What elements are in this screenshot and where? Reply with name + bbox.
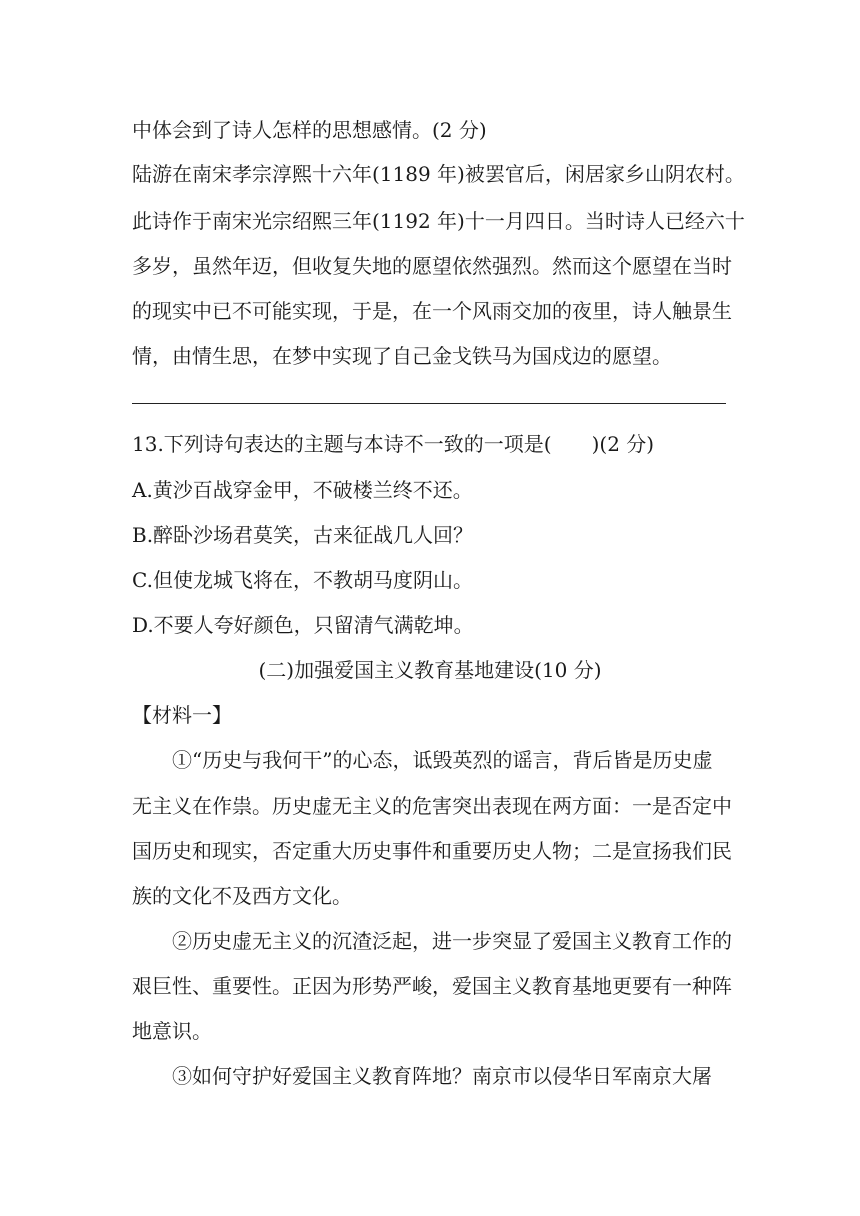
answer-underline	[132, 403, 726, 404]
material-label: 【材料一】	[132, 703, 232, 727]
option-c: C.但使龙城飞将在，不教胡马度阴山。	[132, 568, 473, 592]
material-line-6: 艰巨性、重要性。正因为形势严峻，爱国主义教育基地更要有一种阵	[132, 974, 732, 998]
option-a: A.黄沙百战穿金甲，不破楼兰终不还。	[132, 478, 473, 502]
question13-stem: 13.下列诗句表达的主题与本诗不一致的一项是( )(2 分)	[132, 432, 655, 456]
option-b: B.醉卧沙场君莫笑，古来征战几人回？	[132, 523, 474, 547]
section-title: (二)加强爱国主义教育基地建设(10 分)	[258, 658, 602, 682]
answer-line-5: 情，由情生思，在梦中实现了自己金戈铁马为国戍边的愿望。	[132, 344, 672, 368]
material-line-2: 无主义在作祟。历史虚无主义的危害突出表现在两方面：一是否定中	[132, 794, 732, 818]
material-line-5: ②历史虚无主义的沉渣泛起，进一步突显了爱国主义教育工作的	[172, 929, 732, 953]
material-line-3: 国历史和现实，否定重大历史事件和重要历史人物；二是宣扬我们民	[132, 839, 732, 863]
answer-line-4: 的现实中已不可能实现，于是，在一个风雨交加的夜里，诗人触景生	[132, 299, 732, 323]
material-line-7: 地意识。	[132, 1019, 212, 1043]
material-line-8: ③如何守护好爱国主义教育阵地？南京市以侵华日军南京大屠	[172, 1064, 712, 1088]
answer-line-2: 此诗作于南宋光宗绍熙三年(1192 年)十一月四日。当时诗人已经六十	[132, 209, 745, 233]
answer-line-1: 陆游在南宋孝宗淳熙十六年(1189 年)被罢官后，闲居家乡山阴农村。	[132, 162, 745, 186]
material-line-4: 族的文化不及西方文化。	[132, 884, 352, 908]
answer-line-3: 多岁，虽然年迈，但收复失地的愿望依然强烈。然而这个愿望在当时	[132, 254, 732, 278]
question12-tail: 中体会到了诗人怎样的思想感情。(2 分)	[132, 118, 487, 142]
option-d: D.不要人夸好颜色，只留清气满乾坤。	[132, 613, 474, 637]
material-line-1: ①“历史与我何干”的心态，诋毁英烈的谣言，背后皆是历史虚	[172, 748, 713, 772]
